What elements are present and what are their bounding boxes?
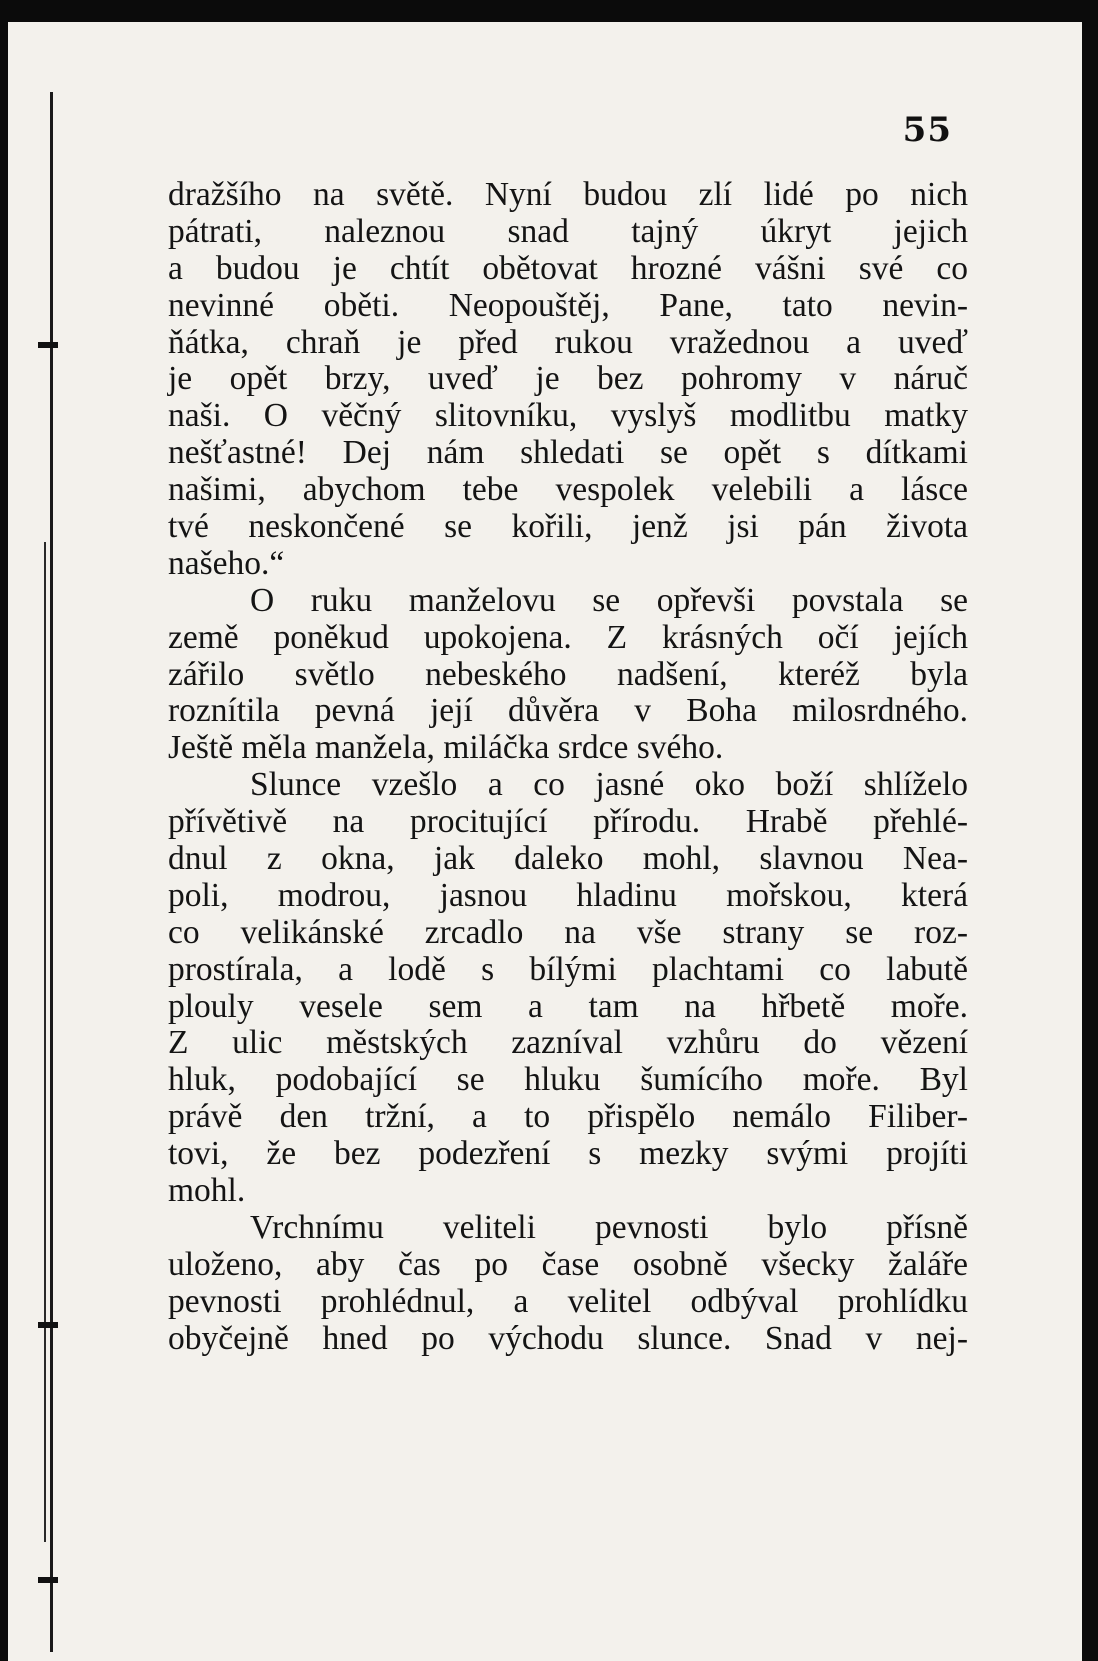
text-line: právě den tržní, a to přispělo nemálo Filiber- bbox=[168, 1098, 968, 1136]
spine-inner-line bbox=[44, 542, 46, 1542]
page-number: 55 bbox=[902, 110, 952, 150]
text-line: Vrchnímu veliteli pevnosti bylo přísně bbox=[250, 1208, 968, 1246]
text-line: pevnosti prohlédnul, a velitel odbýval prohlídku bbox=[168, 1282, 968, 1320]
text-line: zářilo světlo nebeského nadšení, kteréž byla bbox=[168, 655, 968, 693]
text-line: prostírala, a lodě s bílými plachtami co labutě bbox=[168, 950, 968, 988]
text-line: Ještě měla manžela, miláčka srdce svého. bbox=[168, 729, 724, 767]
text-line: hluk, podobající se hluku šumícího moře. Byl bbox=[168, 1061, 968, 1099]
text-line: dnul z okna, jak daleko mohl, slavnou Nea- bbox=[168, 840, 968, 878]
text-line: uloženo, aby čas po čase osobně všecky žaláře bbox=[168, 1245, 968, 1283]
text-line: země poněkud upokojena. Z krásných očí jejích bbox=[168, 618, 968, 656]
spine-edge-line bbox=[50, 92, 53, 1652]
text-line: obyčejně hned po východu slunce. Snad v nej- bbox=[168, 1319, 968, 1357]
text-line: ňátka, chraň je před rukou vražednou a uveď bbox=[168, 323, 968, 361]
gutter-mark bbox=[38, 1577, 58, 1583]
book-page bbox=[8, 22, 1082, 1661]
text-line: naši. O věčný slitovníku, vyslyš modlitbu matky bbox=[168, 397, 968, 435]
gutter-mark bbox=[38, 1322, 58, 1328]
text-line: tvé neskončené se kořili, jenž jsi pán života bbox=[168, 508, 968, 546]
text-line: Slunce vzešlo a co jasné oko boží shlíželo bbox=[250, 766, 968, 804]
text-line: mohl. bbox=[168, 1172, 246, 1210]
text-line: našimi, abychom tebe vespolek velebili a lásce bbox=[168, 471, 968, 509]
text-line: roznítila pevná její důvěra v Boha milosrdného. bbox=[168, 692, 968, 730]
text-line: Z ulic městských zazníval vzhůru do vězení bbox=[168, 1024, 968, 1062]
text-line: a budou je chtít obětovat hrozné vášni své co bbox=[168, 249, 968, 287]
text-line: plouly vesele sem a tam na hřbetě moře. bbox=[168, 987, 968, 1025]
gutter-mark bbox=[38, 342, 58, 348]
text-line: našeho.“ bbox=[168, 544, 285, 582]
text-line: je opět brzy, uveď je bez pohromy v náruč bbox=[168, 360, 968, 398]
text-line: dražšího na světě. Nyní budou zlí lidé po nich bbox=[168, 176, 968, 213]
text-line: nevinné oběti. Neopouštěj, Pane, tato nevin- bbox=[168, 286, 968, 324]
body-text bbox=[168, 177, 968, 1358]
text-line: poli, modrou, jasnou hladinu mořskou, která bbox=[168, 876, 968, 914]
text-line: přívětivě na procitující přírodu. Hrabě přehlé- bbox=[168, 803, 968, 841]
text-line: nešťastné! Dej nám shledati se opět s dítkami bbox=[168, 434, 968, 472]
text-line: co velikánské zrcadlo na vše strany se roz- bbox=[168, 913, 968, 951]
text-line: O ruku manželovu se opřevši povstala se bbox=[250, 581, 968, 619]
text-line: tovi, že bez podezření s mezky svými projíti bbox=[168, 1135, 968, 1173]
text-line: pátrati, naleznou snad tajný úkryt jejich bbox=[168, 212, 968, 250]
